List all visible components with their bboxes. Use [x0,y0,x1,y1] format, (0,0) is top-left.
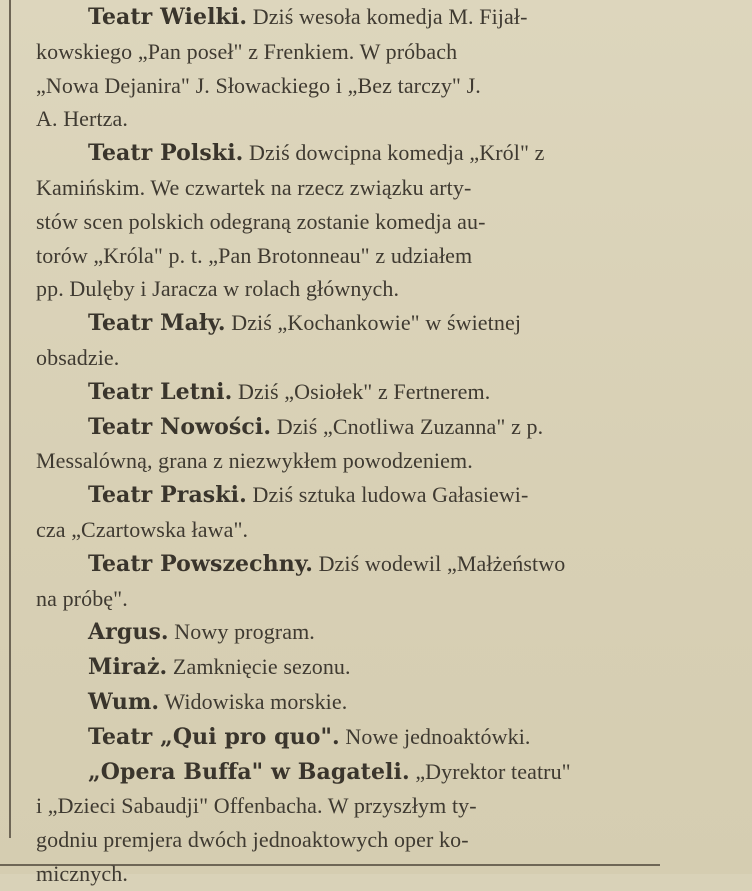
entry-line: kowskiego „Pan poseł" z Frenkiem. W próbach [36,38,458,64]
entry-wum [36,685,680,720]
entry-line: Dziś sztuka ludowa Gałasiewi- [246,482,529,508]
entry-line: „Dyrektor teatru" [409,758,571,784]
entry-line: A. Hertza. [36,106,129,132]
entry-qui-pro-quo [36,720,680,755]
entry-line: na próbę". [36,585,128,611]
entry-teatr-wielki [36,0,680,136]
entry-heading: Miraż. [88,654,168,681]
entry-heading: Teatr Letni. [88,378,233,405]
entry-teatr-letni [36,375,680,410]
entry-heading: Teatr Praski. [88,482,247,509]
entry-heading: „Opera Buffa" w Bagateli. [88,758,410,785]
column-rule-left [9,0,11,838]
entry-teatr-maly [36,306,680,375]
entry-teatr-nowosci [36,410,680,479]
entry-line: „Nowa Dejanira" J. Słowackiego i „Bez tarczy" J. [36,72,481,98]
entry-line: cza „Czartowska ława". [36,516,249,542]
entry-heading: Argus. [88,619,169,646]
entry-line: torów „Króla" p. t. „Pan Brotonneau" z udziałem [36,242,473,268]
entry-line: i „Dzieci Sabaudji" Offenbacha. W przyszłym ty- [36,793,477,819]
entry-teatr-polski [36,136,680,306]
entry-line: micznych. [36,860,128,886]
entry-opera-buffa [36,755,680,891]
entry-line: Dziś „Cnotliwa Zuzanna" z p. [271,413,544,439]
entry-teatr-powszechny [36,547,680,616]
entry-heading: Teatr Nowości. [88,413,272,440]
entry-line: Zamknięcie sezonu. [167,654,351,680]
entry-line: Widowiska morskie. [159,688,348,714]
entry-line: Nowe jednoaktówki. [339,723,531,749]
entry-heading: Teatr Powszechny. [88,550,313,577]
entry-line: godniu premjera dwóch jednoaktowych oper ko- [36,827,469,853]
entry-line: Dziś „Osiołek" z Fertnerem. [232,378,491,404]
entry-line: Kamińskim. We czwartek na rzecz związku arty- [36,174,472,200]
entry-miraz [36,650,680,685]
entry-line: Dziś dowcipna komedja „Król" z [243,140,545,166]
entry-line: pp. Dulęby i Jaracza w rolach głównych. [36,276,400,302]
entry-heading: Teatr Polski. [88,140,244,167]
entry-teatr-praski [36,478,680,547]
entry-line: Dziś wodewil „Małżeństwo [312,550,566,576]
entry-heading: Wum. [88,688,160,715]
entry-heading: Teatr Wielki. [88,4,248,30]
entry-line: Messalówną, grana z niezwykłem powodzeniem. [36,448,473,474]
entry-line: obsadzie. [36,344,120,370]
entry-argus [36,615,680,650]
entry-line: Dziś „Kochankowie" w świetnej [225,310,522,336]
entry-heading: Teatr „Qui pro quo". [88,723,340,750]
entry-line: Dziś wesoła komedja M. Fijał- [247,4,528,29]
entry-line: Nowy program. [168,619,315,645]
theatre-listings-column [36,0,680,891]
entry-heading: Teatr Mały. [88,310,226,337]
entry-line: stów scen polskich odegraną zostanie komedja au- [36,208,486,234]
